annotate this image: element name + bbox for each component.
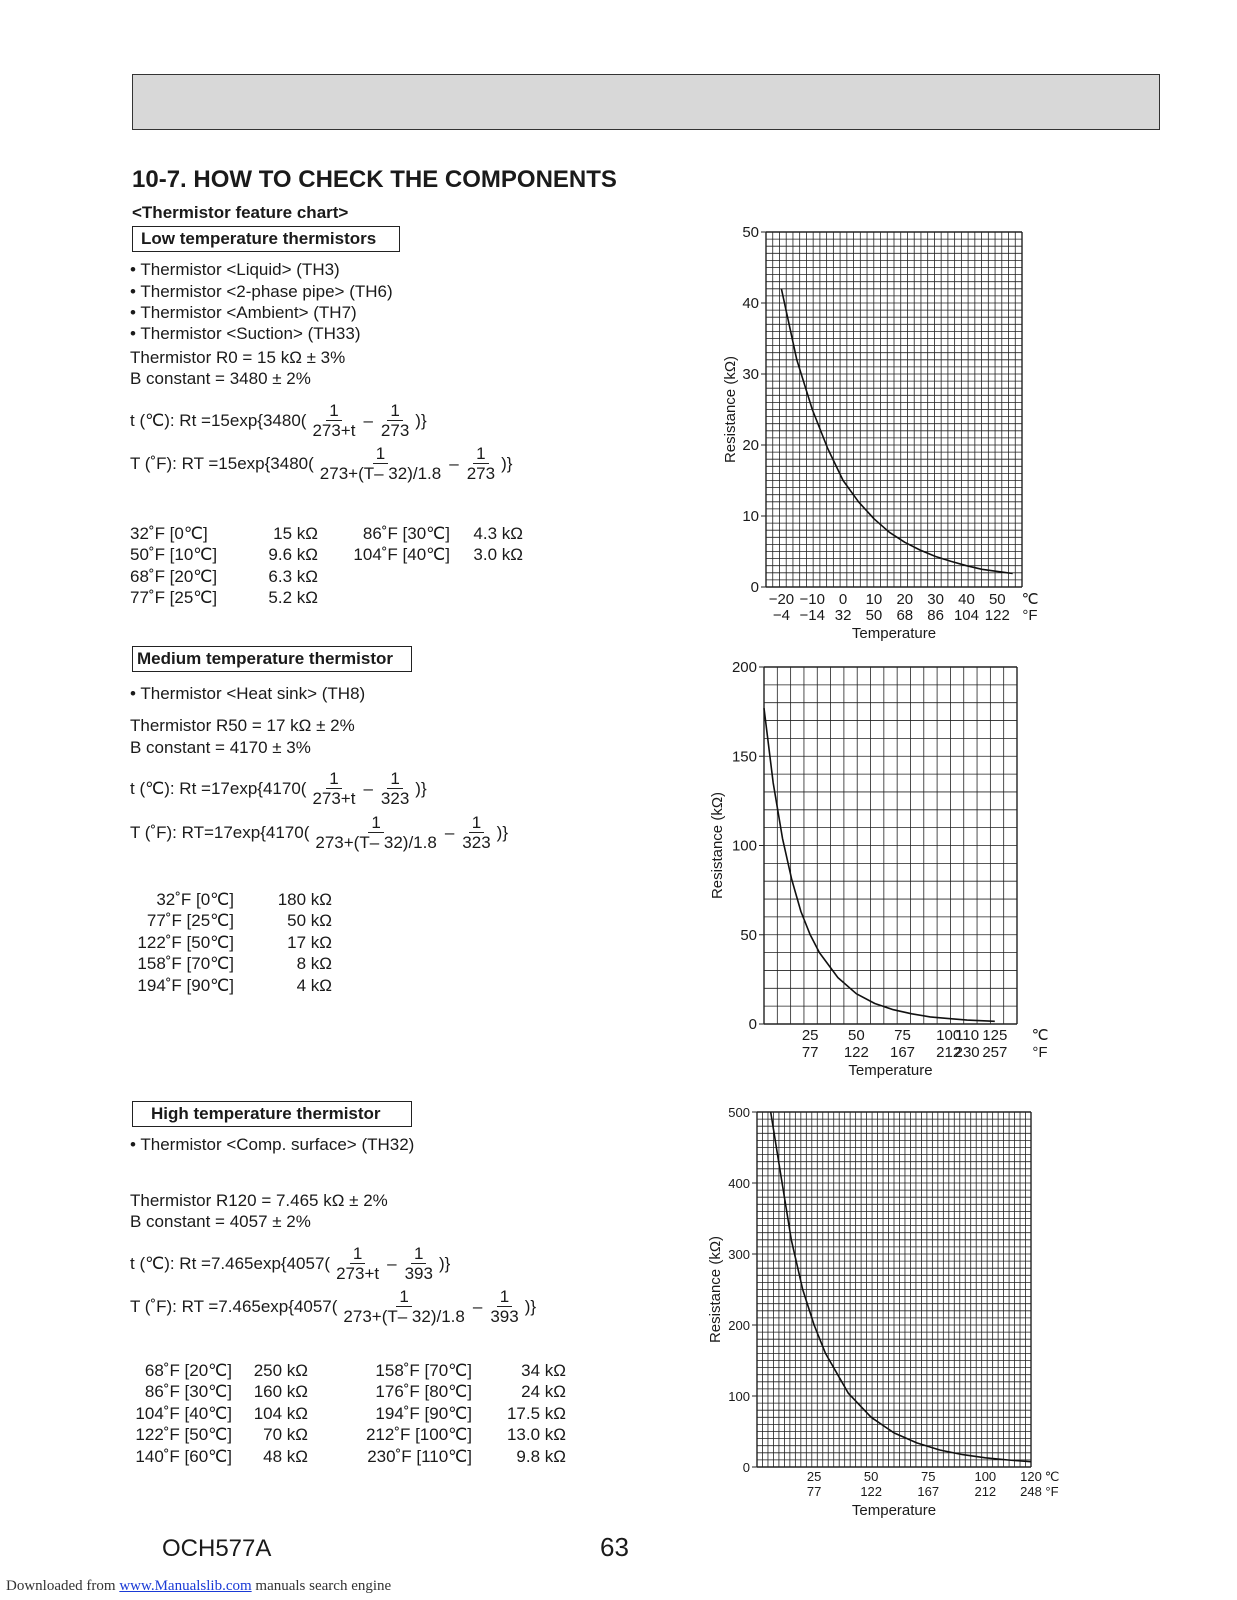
x-tick-label-fahrenheit: 32 [834,607,852,624]
document-code: OCH577A [162,1535,272,1562]
table-cell: 70 kΩ [263,1425,308,1445]
x-axis-label: Temperature [851,625,937,642]
x-axis-label: Temperature [848,1062,933,1079]
table-cell: 230˚F [110℃] [367,1446,472,1466]
x-tick-label-fahrenheit: −14 [799,607,825,624]
table-cell: 194˚F [90℃] [375,1403,472,1423]
y-tick-label: 200 [728,1318,750,1333]
table-cell: 158˚F [70℃] [137,954,234,974]
denominator: 273 [380,421,410,440]
table-cell: 122˚F [50℃] [137,932,234,952]
formula-prefix: T (˚F): RT =15exp{3480( [130,453,314,473]
x-tick-label-celsius: 100 [936,1027,962,1044]
denominator: 393 [404,1264,433,1283]
table-cell: 3.0 kΩ [473,545,523,565]
table-cell: 13.0 kΩ [506,1425,566,1445]
formula-prefix: t (℃): Rt =17exp{4170( [130,778,307,798]
x-tick-label-fahrenheit: 77 [806,1484,822,1499]
y-tick-label: 100 [728,1389,750,1404]
table-cell: 104˚F [40℃] [135,1403,232,1423]
x-tick-label-celsius: 50 [847,1027,865,1044]
x-tick-label-fahrenheit: 230 [954,1044,980,1061]
x-unit-celsius: ℃ [1031,1027,1049,1044]
x-tick-label-celsius: −10 [799,591,825,608]
table-cell: 160 kΩ [253,1382,308,1402]
y-axis-label: Resistance (kΩ) [722,355,739,464]
x-axis-label: Temperature [851,1502,937,1519]
table-cell: 32˚F [0℃] [130,523,208,543]
table-cell: 86˚F [30℃] [144,1382,232,1402]
x-tick-label-fahrenheit: 212 [936,1044,962,1061]
table-cell: 77˚F [25℃] [130,588,218,608]
medium-temp-box-label: Medium temperature thermistor [132,646,412,672]
x-unit-fahrenheit: °F [1022,607,1038,624]
x-tick-label-celsius: 50 [988,591,1006,608]
low-b-constant: B constant = 3480 ± 2% [130,369,311,388]
table-cell: 122˚F [50℃] [135,1425,232,1445]
low-item-3: • Thermistor <Ambient> (TH7) [130,303,357,322]
numerator: 1 [350,1244,365,1264]
page-number: 63 [600,1532,629,1562]
formula-suffix: )} [501,453,513,473]
numerator: 1 [497,1287,512,1307]
y-tick-label: 400 [728,1176,750,1191]
numerator: 1 [387,769,402,789]
formula-suffix: )} [496,822,509,842]
denominator: 273+(T– 32)/1.8 [319,464,442,483]
table-cell: 34 kΩ [521,1360,566,1380]
table-cell: 104 kΩ [253,1403,308,1423]
low-temp-resistance-chart [722,224,1038,642]
resistance-curve [771,1112,1031,1462]
x-tick-label-fahrenheit: 212 [974,1484,997,1499]
x-tick-label-celsius: −20 [768,591,795,608]
x-tick-label-celsius: 50 [863,1469,879,1484]
y-tick-label: 50 [740,926,757,944]
table-cell: 68˚F [20℃] [130,566,218,586]
formula-suffix: )} [524,1296,537,1316]
denominator: 273+t [312,789,356,808]
table-cell: 68˚F [20℃] [144,1360,232,1380]
x-tick-label-celsius: 125 [982,1027,1008,1044]
table-cell: 5.2 kΩ [268,588,318,608]
formula-prefix: T (˚F): RT =7.465exp{4057( [130,1296,338,1316]
y-tick-label: 500 [728,1105,750,1120]
table-cell: 17 kΩ [287,932,332,952]
table-cell: 158˚F [70℃] [375,1360,472,1380]
y-tick-label: 40 [742,295,759,312]
table-cell: 180 kΩ [277,889,332,909]
denominator: 273+(T– 32)/1.8 [315,833,437,852]
high-b-constant: B constant = 4057 ± 2% [130,1212,311,1231]
manualslib-link[interactable]: www.Manualslib.com [119,1578,252,1594]
minus-operator: – [363,778,373,798]
table-cell: 48 kΩ [263,1446,308,1466]
table-cell: 77˚F [25℃] [146,911,234,931]
medium-r50: Thermistor R50 = 17 kΩ ± 2% [130,716,355,735]
minus-operator: – [472,1296,483,1316]
y-tick-label: 200 [731,659,757,676]
x-unit-celsius: ℃ [1044,1469,1060,1484]
section-title: 10-7. HOW TO CHECK THE COMPONENTS [132,166,617,193]
y-tick-label: 300 [728,1247,750,1262]
x-tick-label-fahrenheit: 50 [865,607,883,624]
x-tick-label-fahrenheit: 77 [801,1044,819,1061]
table-cell: 4.3 kΩ [473,523,523,543]
minus-operator: – [449,453,459,473]
y-tick-label: 30 [742,366,759,383]
table-cell: 86˚F [30℃] [362,523,450,543]
x-tick-label-fahrenheit: 68 [896,607,914,624]
table-cell: 194˚F [90℃] [137,975,234,995]
x-tick-label-celsius: 20 [896,591,914,608]
y-tick-label: 0 [748,1016,757,1033]
x-tick-label-fahrenheit: 257 [982,1044,1008,1061]
numerator: 1 [473,444,488,464]
y-tick-label: 0 [750,579,759,596]
numerator: 1 [373,444,388,464]
x-tick-label-fahrenheit: 248 [1020,1484,1042,1499]
numerator: 1 [411,1244,426,1264]
low-r0: Thermistor R0 = 15 kΩ ± 3% [130,348,346,367]
numerator: 1 [326,769,341,789]
x-tick-label-fahrenheit: 167 [889,1044,916,1061]
numerator: 1 [387,401,402,421]
numerator: 1 [396,1287,411,1307]
x-tick-label-celsius: 75 [894,1027,911,1044]
x-tick-label-celsius: 30 [927,591,944,608]
x-tick-label-fahrenheit: 104 [953,607,979,624]
low-item-2: • Thermistor <2-phase pipe> (TH6) [130,282,393,301]
x-tick-label-celsius: 75 [921,1469,936,1484]
x-tick-label-celsius: 100 [974,1469,997,1484]
x-tick-label-fahrenheit: −4 [772,607,790,624]
medium-item: • Thermistor <Heat sink> (TH8) [130,684,366,703]
table-cell: 6.3 kΩ [268,566,318,586]
x-unit-fahrenheit: °F [1045,1484,1059,1499]
x-tick-label-fahrenheit: 122 [984,607,1010,624]
x-tick-label-celsius: 110 [955,1027,980,1044]
denominator: 273 [466,464,496,483]
formula-suffix: )} [415,778,427,798]
denominator: 273+t [336,1264,380,1283]
table-cell: 50 kΩ [287,911,332,931]
download-note [6,1578,391,1595]
x-tick-label-celsius: 120 [1020,1469,1042,1484]
table-cell: 212˚F [100℃] [365,1425,472,1445]
low-item-4: • Thermistor <Suction> (TH33) [130,324,361,343]
minus-operator: – [363,410,373,430]
table-cell: 250 kΩ [253,1360,308,1380]
x-tick-label-celsius: 25 [801,1027,819,1044]
table-cell: 15 kΩ [273,523,318,543]
high-temp-resistance-chart [707,1105,1059,1519]
y-tick-label: 0 [742,1460,750,1475]
numerator: 1 [326,401,341,421]
formula-prefix: t (℃): Rt =7.465exp{4057( [130,1253,331,1273]
y-tick-label: 150 [731,748,757,766]
denominator: 273+t [312,421,356,440]
numerator: 1 [469,813,484,833]
table-cell: 8 kΩ [296,954,332,974]
formula-suffix: )} [438,1253,451,1273]
high-temp-box-label: High temperature thermistor [132,1101,412,1127]
minus-operator: – [387,1253,397,1273]
x-tick-label-fahrenheit: 167 [917,1484,940,1499]
x-unit-fahrenheit: °F [1032,1044,1048,1061]
y-tick-label: 100 [731,837,757,855]
high-r120: Thermistor R120 = 7.465 kΩ ± 2% [130,1191,388,1210]
download-suffix: manuals search engine [251,1578,392,1594]
y-tick-label: 50 [742,224,759,241]
denominator: 323 [380,789,410,808]
formula-prefix: T (˚F): RT=17exp{4170( [130,822,310,842]
high-item: • Thermistor <Comp. surface> (TH32) [130,1135,415,1154]
formula-suffix: )} [415,410,427,430]
x-tick-label-fahrenheit: 122 [860,1484,883,1499]
y-axis-label: Resistance (kΩ) [707,1235,724,1344]
x-tick-label-celsius: 25 [806,1469,822,1484]
low-item-1: • Thermistor <Liquid> (TH3) [130,260,340,279]
table-cell: 4 kΩ [296,975,332,995]
table-cell: 104˚F [40℃] [353,545,450,565]
medium-b-constant: B constant = 4170 ± 3% [130,738,311,757]
numerator: 1 [368,813,383,833]
table-cell: 17.5 kΩ [506,1403,566,1423]
low-temp-box-label: Low temperature thermistors [132,226,400,252]
resistance-curve [764,708,995,1021]
x-tick-label-fahrenheit: 122 [843,1044,869,1061]
table-cell: 140˚F [60℃] [135,1446,232,1466]
x-tick-label-celsius: 10 [865,591,883,608]
x-tick-label-celsius: 0 [838,591,848,608]
table-cell: 24 kΩ [521,1382,566,1402]
table-cell: 9.8 kΩ [516,1446,566,1466]
y-axis-label: Resistance (kΩ) [709,791,726,900]
x-tick-label-fahrenheit: 86 [927,607,944,624]
x-tick-label-celsius: 40 [958,591,975,608]
y-tick-label: 10 [742,508,759,525]
denominator: 273+(T– 32)/1.8 [343,1307,465,1326]
table-cell: 9.6 kΩ [268,545,318,565]
minus-operator: – [444,822,455,842]
table-cell: 176˚F [80℃] [375,1382,472,1402]
y-tick-label: 20 [742,437,759,454]
table-cell: 32˚F [0℃] [156,889,234,909]
download-prefix: Downloaded from [6,1578,120,1594]
table-cell: 50˚F [10℃] [130,545,218,565]
medium-temp-resistance-chart [709,659,1048,1079]
x-unit-celsius: ℃ [1021,591,1039,608]
chart-caption: <Thermistor feature chart> [132,203,349,222]
denominator: 393 [490,1307,519,1326]
formula-prefix: t (℃): Rt =15exp{3480( [130,410,307,430]
denominator: 323 [462,833,491,852]
